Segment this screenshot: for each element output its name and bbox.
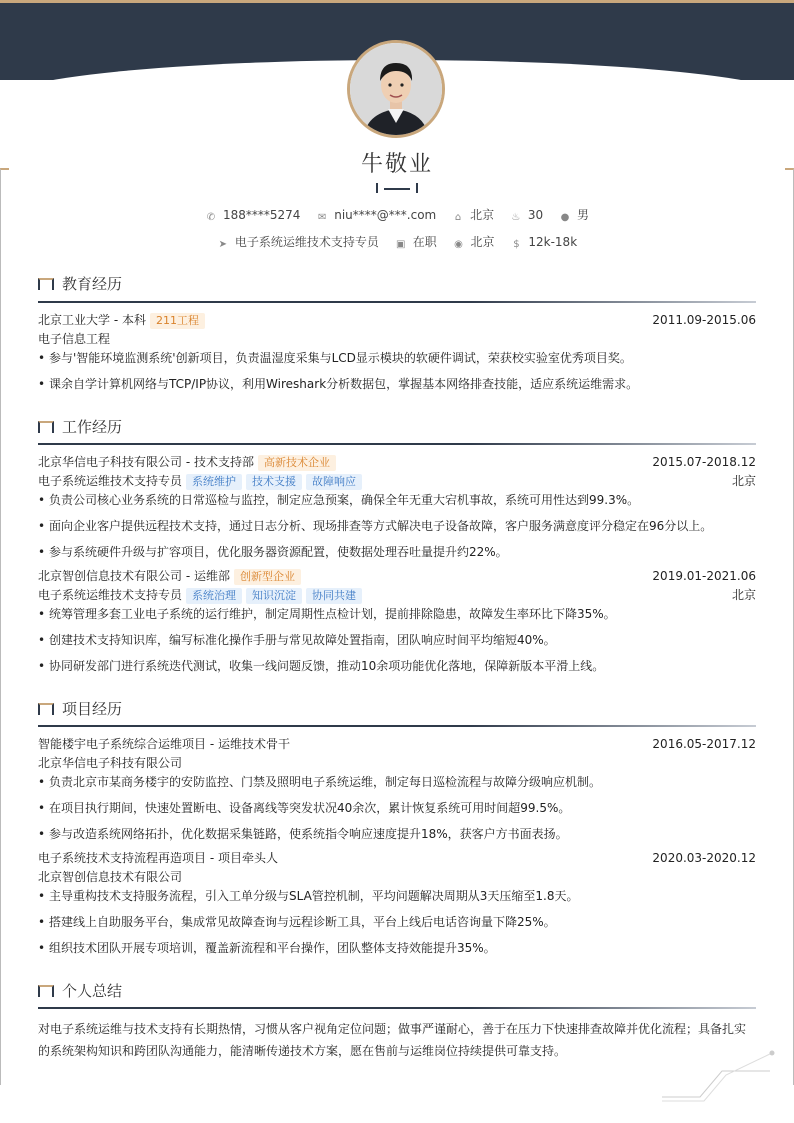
project-period: 2020.03-2020.12 [652, 851, 756, 865]
phone-icon: ✆ [206, 212, 216, 223]
work-title-row [38, 472, 756, 490]
school-name: 北京工业大学 - 本科 [38, 313, 146, 327]
section-divider [38, 301, 756, 303]
summary-text: 对电子系统运维与技术支持有长期热情，习惯从客户视角定位问题；做事严谨耐心，善于在压力下快速排查故障并优化流程；具备扎实的系统架构知识和跨团队沟通能力，能清晰传递技术方案，愿在售前与运维岗位持续提供可靠支持。 [38, 1022, 747, 1058]
list-item [38, 913, 756, 931]
project-period: 2016.05-2017.12 [652, 737, 756, 751]
skill-tag: 故障响应 [306, 474, 362, 490]
bullet-text: • 组织技术团队开展专项培训，覆盖新流程和平台操作，团队整体支持效能提升35%。 [49, 941, 496, 955]
page-border-right [785, 168, 794, 1085]
position-value: 电子系统运维技术支持专员 [234, 235, 379, 249]
section-marker-icon [38, 985, 54, 997]
list-item [38, 543, 756, 561]
section-title-work [38, 416, 122, 437]
bullet-text: • 负责北京市某商务楼宇的安防监控、门禁及照明电子系统运维，制定每日巡检流程与故障分级响应机制。 [49, 775, 602, 789]
education-period: 2011.09-2015.06 [652, 313, 756, 327]
list-item [38, 605, 756, 623]
bullet-text: • 主导重构技术支持服务流程，引入工单分级与SLA管控机制，平均问题解决周期从3天压缩至1.8天。 [49, 889, 579, 903]
company-tag: 创新型企业 [234, 569, 301, 585]
briefcase-icon: ▣ [395, 239, 406, 250]
list-item [38, 349, 756, 367]
name-divider [376, 183, 418, 193]
location-pin-icon: ◉ [454, 239, 463, 250]
home-icon: ⌂ [454, 212, 462, 223]
work-period: 2019.01-2021.06 [652, 569, 756, 583]
job-intent-row [0, 233, 794, 251]
section-marker-icon [38, 278, 54, 290]
bullet-text: • 面向企业客户提供远程技术支持，通过日志分析、现场排查等方式解决电子设备故障，客户服务满意度评分稳定在96分以上。 [49, 519, 713, 533]
skill-tag: 知识沉淀 [246, 588, 302, 604]
list-item [38, 375, 756, 393]
company-name: 北京智创信息技术有限公司 - 运维部 [38, 569, 230, 583]
bullet-text: • 搭建线上自助服务平台，集成常见故障查询与远程诊断工具，平台上线后电话咨询量下降25%。 [49, 915, 556, 929]
section-marker-icon [38, 703, 54, 715]
list-item [38, 939, 756, 957]
list-item [38, 799, 756, 817]
section-divider [38, 1007, 756, 1009]
age-value: 30 [527, 208, 544, 222]
phone-item [205, 208, 300, 224]
project-name: 智能楼宇电子系统综合运维项目 - 运维技术骨干 [38, 737, 290, 751]
bullet-text: • 参与系统硬件升级与扩容项目，优化服务器资源配置，使数据处理吞吐量提升约22%。 [49, 545, 508, 559]
company-tag: 高新技术企业 [258, 455, 336, 471]
salary-item [510, 235, 577, 251]
gender-item [559, 206, 589, 224]
list-item [38, 825, 756, 843]
project-header [38, 735, 756, 753]
list-item [38, 517, 756, 535]
section-label: 个人总结 [62, 982, 123, 1000]
section-divider [38, 725, 756, 727]
skill-tag: 系统维护 [186, 474, 242, 490]
gender-value: 男 [577, 208, 590, 222]
list-item [38, 491, 756, 509]
candidate-name: 牛敬业 [360, 152, 433, 177]
education-header [38, 311, 756, 329]
section-marker-icon [38, 421, 54, 433]
target-city-item [453, 233, 495, 251]
bullet-text: • 课余自学计算机网络与TCP/IP协议，利用Wireshark分析数据包，掌握基本网络排查技能，适应系统运维需求。 [49, 377, 639, 391]
skill-tag: 技术支援 [246, 474, 302, 490]
money-icon: $ [513, 239, 520, 250]
work-location: 北京 [731, 588, 756, 602]
status-item [395, 233, 437, 251]
project-company: 北京华信电子科技有限公司 [38, 756, 183, 770]
bullet-text: • 统筹管理多套工业电子系统的运行维护，制定周期性点检计划，提前排除隐患，故障发生率环比下降35%。 [49, 607, 616, 621]
mail-icon: ✉ [318, 212, 327, 223]
contact-row [0, 206, 794, 224]
list-item [38, 887, 756, 905]
list-item [38, 657, 756, 675]
work-header [38, 453, 756, 471]
skill-tag: 系统治理 [186, 588, 242, 604]
list-item [38, 631, 756, 649]
cake-icon: ♨ [511, 212, 521, 223]
avatar-portrait [350, 43, 442, 135]
bullet-text: • 参与'智能环境监测系统'创新项目，负责温湿度采集与LCD显示模块的软硬件调试，荣获校实验室优秀项目奖。 [49, 351, 632, 365]
section-divider [38, 443, 756, 445]
email-value: niu****@***.com [334, 208, 437, 222]
work-location: 北京 [731, 474, 756, 488]
skill-tag: 协同共建 [306, 588, 362, 604]
status-value: 在职 [412, 235, 437, 249]
bullet-text: • 在项目执行期间，快速处置断电、设备离线等突发状况40余次，累计恢复系统可用时间超99.5%。 [49, 801, 571, 815]
phone-value: 188****5274 [222, 208, 301, 222]
company-name: 北京华信电子科技有限公司 - 技术支持部 [38, 455, 254, 469]
send-icon: ➤ [218, 239, 228, 250]
gender-icon: ● [560, 212, 570, 223]
city-value: 北京 [470, 208, 495, 222]
bullet-text: • 负责公司核心业务系统的日常巡检与监控，制定应急预案，确保全年无重大宕机事故，系统可用性达到99.3%。 [49, 493, 640, 507]
section-title-project [38, 698, 122, 719]
bullet-text: • 创建技术支持知识库，编写标准化操作手册与常见故障处置指南，团队响应时间平均缩短40%。 [49, 633, 556, 647]
target-city-value: 北京 [470, 235, 495, 249]
email-item [316, 208, 436, 224]
age-item [510, 208, 543, 224]
bullet-text: • 参与改造系统网络拓扑，优化数据采集链路，使系统指令响应速度提升18%，获客户方书面表扬。 [49, 827, 568, 841]
avatar [347, 40, 445, 138]
project-header [38, 849, 756, 867]
section-title-summary [38, 980, 122, 1001]
job-title: 电子系统运维技术支持专员 [38, 588, 183, 602]
position-item [217, 233, 379, 251]
work-period: 2015.07-2018.12 [652, 455, 756, 469]
section-label: 工作经历 [62, 418, 123, 436]
bullet-text: • 协同研发部门进行系统迭代测试，收集一线问题反馈，推动10余项功能优化落地，保障新版本平滑上线。 [49, 659, 605, 673]
page-border-left [0, 168, 9, 1085]
city-item [452, 206, 494, 224]
project-name: 电子系统技术支持流程再造项目 - 项目牵头人 [38, 851, 278, 865]
work-title-row [38, 586, 756, 604]
salary-value: 12k-18k [528, 235, 578, 249]
list-item [38, 773, 756, 791]
major: 电子信息工程 [38, 332, 111, 346]
work-header [38, 567, 756, 585]
section-title-education [38, 273, 122, 294]
corner-decoration-icon [660, 1045, 780, 1105]
section-label: 教育经历 [62, 275, 123, 293]
job-title: 电子系统运维技术支持专员 [38, 474, 183, 488]
section-label: 项目经历 [62, 700, 123, 718]
school-tag: 211工程 [150, 313, 205, 329]
project-company: 北京智创信息技术有限公司 [38, 870, 183, 884]
